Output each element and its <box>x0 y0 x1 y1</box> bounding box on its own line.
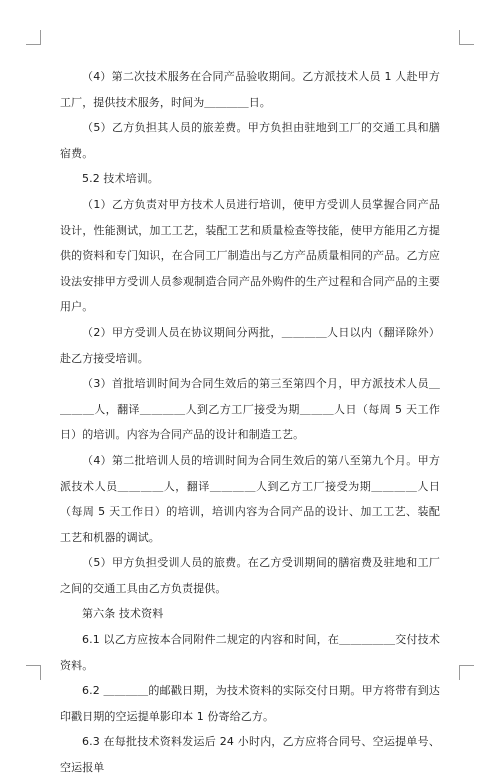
paragraph-6-2: 6.2 ＿＿＿＿的邮戳日期，为技术资料的实际交付日期。甲方将带有到达印戳日期的空运提单影印本 1 份寄给乙方。 <box>60 684 440 723</box>
paragraph-6-1: 6.1 以乙方应按本合同附件二规定的内容和时间，在＿＿＿＿＿交付技术资料。 <box>60 633 440 672</box>
paragraph-training-2: （2）甲方受训人员在协议期间分两批，＿＿＿＿人日以内（翻译除外）赴乙方接受培训。 <box>60 325 440 365</box>
paragraph-4-second-service: （4）第二次技术服务在合同产品验收期间。乙方派技术人员 1 人赴甲方工厂，提供技术服务，时间为＿＿＿＿日。 <box>60 70 440 109</box>
crop-mark-bottom-left <box>26 665 41 680</box>
crop-mark-top-left <box>26 30 41 45</box>
paragraph-6-3: 6.3 在每批技术资料发运后 24 小时内，乙方应将合同号、空运提单号、空运报单 <box>60 735 440 775</box>
crop-mark-bottom-right <box>459 665 474 680</box>
paragraph-training-4: （4）第二批培训人员的培训时间为合同生效后的第八至第九个月。甲方派技术人员＿＿＿＿人，翻译＿＿＿＿人到乙方工厂接受为期＿＿＿＿人日（每周 5 天工作日）的培训，培训内容为合同产品的设计、加工工艺、装配工艺和机器的调试。 <box>60 453 440 544</box>
paragraph-training-3: （3）首批培训时间为合同生效后的第三至第四个月，甲方派技术人员＿＿＿＿人，翻译＿＿＿＿人到乙方工厂接受为期＿＿＿人日（每周 5 天工作日）的培训。内容为合同产品的设计和制造工艺。 <box>60 377 440 442</box>
paragraph-training-1: （1）乙方负责对甲方技术人员进行培训，使甲方受训人员掌握合同产品设计，性能测试，加工工艺，装配工艺和质量检查等技能，使甲方能用乙方提供的资料和专门知识，在合同工厂制造出与乙方产品质量相同的产品。乙方应设法安排甲方受训人员参观制造合同产品外购件的生产过程和合同产品的主要用户。 <box>60 197 440 314</box>
paragraph-training-5: （5）甲方负担受训人员的旅费。在乙方受训期间的膳宿费及驻地和工厂之间的交通工具由乙方负责提供。 <box>60 556 440 595</box>
article-6-heading: 第六条 技术资料 <box>82 607 164 621</box>
document-page <box>60 64 440 781</box>
section-heading-5-2: 5.2 技术培训。 <box>82 172 159 186</box>
crop-mark-top-right <box>459 30 474 45</box>
paragraph-5-travel-expenses: （5）乙方负担其人员的旅差费。甲方负担由驻地到工厂的交通工具和膳宿费。 <box>60 121 440 160</box>
